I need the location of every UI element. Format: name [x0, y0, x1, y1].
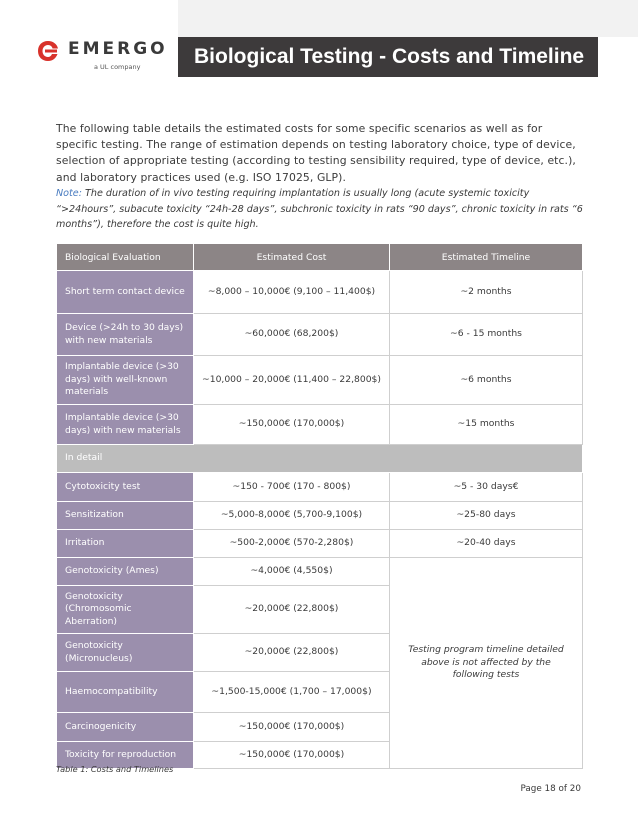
- row-label: Cytotoxicity test: [57, 473, 194, 502]
- row-cost: ~5,000-8,000€ (5,700-9,100$): [194, 502, 390, 530]
- page-number: Page 18 of 20: [520, 784, 581, 794]
- table-caption: Table 1: Costs and Timelines: [56, 764, 174, 774]
- table-row: [57, 314, 583, 356]
- row-label: Sensitization: [57, 502, 194, 530]
- row-cost: ~8,000 – 10,000€ (9,100 – 11,400$): [194, 271, 390, 314]
- row-cost: ~20,000€ (22,800$): [194, 586, 390, 634]
- row-label: Toxicity for reproduction: [57, 742, 194, 769]
- costs-table: [56, 243, 583, 769]
- table-row: [57, 405, 583, 445]
- note-label: Note:: [56, 188, 82, 199]
- row-cost: ~20,000€ (22,800$): [194, 634, 390, 672]
- emergo-logo-icon: [36, 39, 60, 63]
- logo-tagline: a UL company: [94, 63, 141, 71]
- row-label: Short term contact device: [57, 271, 194, 314]
- table-row: [57, 356, 583, 405]
- intro-paragraph: The following table details the estimated costs for some specific scenarios as well as for specific testing. The range of estimation depends on testing laboratory choice, type of device, selection of appropriate testing (according to testing sensibility required, type of device, etc.), and laboratory practices used (e.g. ISO 17025, GLP).: [56, 122, 576, 184]
- row-timeline: ~6 - 15 months: [390, 314, 583, 356]
- table-row: [57, 530, 583, 558]
- row-cost: ~60,000€ (68,200$): [194, 314, 390, 356]
- row-timeline: ~5 - 30 days€: [390, 473, 583, 502]
- row-label: Haemocompatibility: [57, 672, 194, 713]
- row-timeline: ~15 months: [390, 405, 583, 445]
- detail-section-label: In detail: [57, 445, 583, 473]
- row-cost: ~150 - 700€ (170 - 800$): [194, 473, 390, 502]
- table-row: [57, 502, 583, 530]
- header-biological-evaluation: Biological Evaluation: [57, 244, 194, 271]
- row-cost: ~150,000€ (170,000$): [194, 742, 390, 769]
- note-text: The duration of in vivo testing requiring implantation is usually long (acute systemic toxicity “>24hours”, subacute toxicity “24h-28 days”, subchronic toxicity in rats “90 days”, chronic toxicity in rats “6 months”), therefore the cost is quite high.: [56, 188, 583, 231]
- row-cost: ~500-2,000€ (570-2,280$): [194, 530, 390, 558]
- detail-section-row: [57, 445, 583, 473]
- row-cost: ~4,000€ (4,550$): [194, 558, 390, 586]
- table-row: [57, 473, 583, 502]
- title-bar: [178, 37, 598, 77]
- row-cost: ~10,000 – 20,000€ (11,400 – 22,800$): [194, 356, 390, 405]
- row-timeline: ~2 months: [390, 271, 583, 314]
- row-label: Implantable device (>30 days) with new materials: [57, 405, 194, 445]
- row-cost: ~1,500-15,000€ (1,700 – 17,000$): [194, 672, 390, 713]
- row-timeline: ~25-80 days: [390, 502, 583, 530]
- row-label: Carcinogenicity: [57, 713, 194, 742]
- row-timeline: ~6 months: [390, 356, 583, 405]
- emergo-logo: [36, 36, 186, 76]
- row-label: Device (>24h to 30 days) with new materials: [57, 314, 194, 356]
- row-label: Irritation: [57, 530, 194, 558]
- row-label: Genotoxicity (Micronucleus): [57, 634, 194, 672]
- logo-wordmark: EMERGO: [68, 39, 168, 59]
- header-estimated-timeline: Estimated Timeline: [390, 244, 583, 271]
- row-timeline: ~20-40 days: [390, 530, 583, 558]
- table-row: [57, 558, 583, 586]
- row-label: Genotoxicity (Ames): [57, 558, 194, 586]
- header-estimated-cost: Estimated Cost: [194, 244, 390, 271]
- row-cost: ~150,000€ (170,000$): [194, 713, 390, 742]
- merged-timeline-note: Testing program timeline detailed above is not affected by the following tests: [390, 558, 583, 769]
- note-paragraph: [56, 186, 590, 233]
- page-header: [0, 0, 638, 90]
- row-label: Genotoxicity (Chromosomic Aberration): [57, 586, 194, 634]
- table-header-row: [57, 244, 583, 271]
- page-title: Biological Testing - Costs and Timeline: [194, 45, 585, 68]
- table-row: [57, 271, 583, 314]
- row-cost: ~150,000€ (170,000$): [194, 405, 390, 445]
- row-label: Implantable device (>30 days) with well-known materials: [57, 356, 194, 405]
- world-map-background: [178, 0, 638, 37]
